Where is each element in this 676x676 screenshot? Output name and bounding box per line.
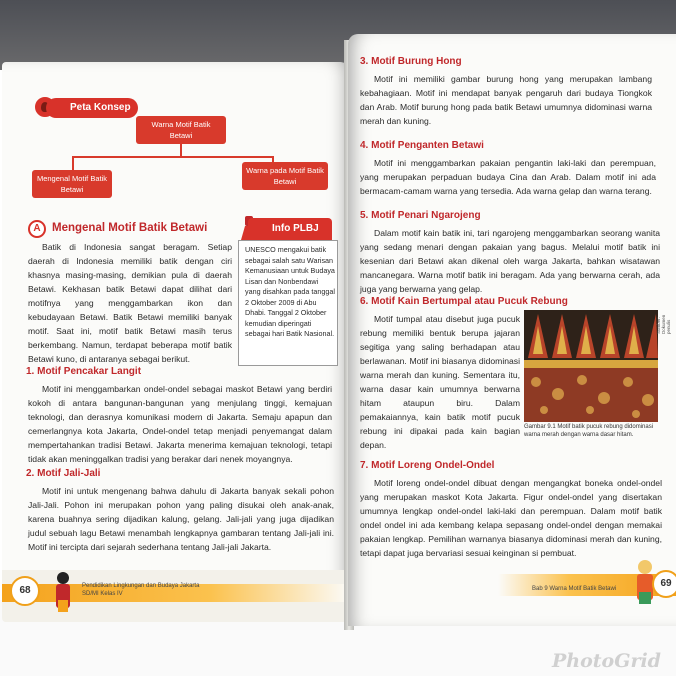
- batik-pucuk-rebung-photo: [524, 310, 658, 422]
- footer-line-2: SD/MI Kelas IV: [82, 591, 123, 597]
- left-page: [2, 62, 350, 622]
- info-plbj-title: Info PLBJ: [248, 218, 332, 240]
- figure-caption: Gambar 9.1 Motif batik pucuk rebung didominasi warna merah dengan warna dasar hitam.: [524, 424, 654, 438]
- photogrid-watermark: PhotoGrid: [552, 650, 661, 672]
- motif-4-title: 4. Motif Penganten Betawi: [360, 140, 484, 151]
- footer-line-1: Pendidikan Lingkungan dan Budaya Jakarta: [82, 583, 200, 589]
- peta-konsep-label: Peta Konsep: [46, 98, 138, 118]
- info-plbj-text: UNESCO mengakui batik sebagai salah satu Warisan Kemanusiaan untuk Budaya Lisan dan Nonbendawi yang disahkan pada tanggal 2 Oktober 2009 di Abu Dhabi. Tanggal 2 Oktober kemudian diperingati sebagai hari Batik Nasional.: [245, 245, 335, 338]
- motif-6-text: Motif tumpal atau disebut juga pucuk rebung memiliki bentuk berupa jajaran segitiga yang saling berhadapan atau berlawanan. Motif ini biasanya didominasi warna merah dan kuning. Sementara itu, warna dasar kain umumnya berwarna hitam ataupun biru. Dalam pemakaiannya, kain batik motif pucuk rebung ini dipakai pada kain bagian depan.: [360, 314, 520, 450]
- section-a-intro: Batik di Indonesia sangat beragam. Setiap daerah di Indonesia memiliki batik dengan ciri khasnya masing-masing, demikian pula di daerah Betawi. Kekhasan batik Betawi dapat dilihat dari motifnya yang menggambarkan ikon dan kebudayaan Betawi. Batik Betawi memiliki banyak motif. Saat ini, motif batik Betawi masih terus berkembang. Namun, terdapat beberapa motif batik Betawi kuno, di antaranya sebagai berikut.: [28, 242, 232, 364]
- concept-connector: [72, 156, 74, 170]
- concept-child-right: Warna pada Motif Batik Betawi: [242, 162, 328, 190]
- motif-7-title: 7. Motif Loreng Ondel-Ondel: [360, 460, 495, 471]
- motif-7-text: Motif loreng ondel-ondel dibuat dengan mengangkat boneka ondel-ondel yang merupakan maskot Kota Jakarta. Figur ondel-ondel yang disertakan umumnya lengkap ondel-ondel laki-laki dan perempuan. Dalam motif batik ondel ondel ini ada kembang kelapa sepasang ondel-ondel dengan memakai pakaian lengkap. Pemilihan warnanya biasanya didominasi merah dan kuning, tetapi dapat juga bervariasi sesuai keinginan si pembuat.: [360, 478, 662, 558]
- ondel-ondel-figure-icon: [50, 570, 76, 614]
- concept-connector: [180, 142, 182, 156]
- section-a-title: Mengenal Motif Batik Betawi: [52, 222, 208, 234]
- section-a-badge: A: [28, 220, 46, 238]
- motif-3-text: Motif ini memiliki gambar burung hong yang merupakan lambang kebahagiaan. Motif ini mendapat banyak pengaruh dari budaya Tiongkok dan Arab. Motif burung hong pada batik Betawi umumnya didominasi warna merah dan kuning.: [360, 74, 652, 126]
- motif-4-text: Motif ini menggambarkan pakaian pengantin laki-laki dan perempuan, yang merupakan perpaduan budaya Cina dan Arab. Dalam motif ini ada bermacam-camam warna yang tersedia. Ada warna gelap dan warna terang.: [360, 158, 656, 196]
- footer-book-title: [82, 582, 199, 598]
- motif-2-text: Motif ini untuk mengenang bahwa dahulu di Jakarta banyak sekali pohon Jali-Jali. Pohon ini merupakan pohon yang paling disukai oleh anak-anak, karena buahnya sering dijadikan kalung, gelang. Jali-jali yang juga dijadikan judul sebuah lagu Betawi menambah lengkapnya gambaran tentang Jali-jali ini. Motif ini tercipta dari sejarah sederhana tentang Jali-jali Jakarta.: [28, 486, 334, 552]
- motif-5-text: Dalam motif kain batik ini, tari ngarojeng menggambarkan seorang wanita yang sedang menari dengan pakaian yang bagus. Melalui motif batik ini kesenian dari Betawi akan dikenal oleh warga Jakarta, bahkan wisatawan mancanegara. Warna motif batik ini beragam. Ada yang berwarna cerah, ada juga yang berwarna yang gelap.: [360, 228, 660, 294]
- page-number: 68: [10, 576, 40, 606]
- motif-5-title: 5. Motif Penari Ngarojeng: [360, 210, 481, 221]
- motif-6-title: 6. Motif Kain Bertumpal atau Pucuk Rebung: [360, 296, 568, 307]
- right-page: [348, 34, 676, 626]
- concept-main-box: Warna Motif Batik Betawi: [136, 116, 226, 144]
- concept-child-left: Mengenal Motif Batik Betawi: [32, 170, 112, 198]
- photo-credit: Sumber: Dokumen penulis: [656, 314, 671, 334]
- motif-3-title: 3. Motif Burung Hong: [360, 56, 462, 67]
- page-number: 69: [652, 570, 676, 598]
- motif-1-title: 1. Motif Pencakar Langit: [26, 366, 142, 377]
- motif-1-text: Motif ini menggambarkan ondel-ondel sebagai maskot Betawi yang berdiri kokoh di antara bangunan-bangunan yang menjulang tinggi, kemajuan teknologi, dan derasnya komunikasi modern di Jakarta. Semaju apapun dan cemerlangnya kota Jakarta, Ondel-ondel tetap menjadi penyemangat dalam mempertahankan tradisi Betawi. Jakarta menerima kemajuan teknologi, tetapi tidak akan meninggalkan tradisi yang berakar dari nenek moyangnya.: [28, 384, 332, 464]
- concept-connector: [72, 156, 272, 158]
- info-plbj-box: [238, 240, 338, 366]
- motif-2-title: 2. Motif Jali-Jali: [26, 468, 101, 479]
- footer-chapter: Bab 9 Warna Motif Batik Betawi: [532, 586, 617, 592]
